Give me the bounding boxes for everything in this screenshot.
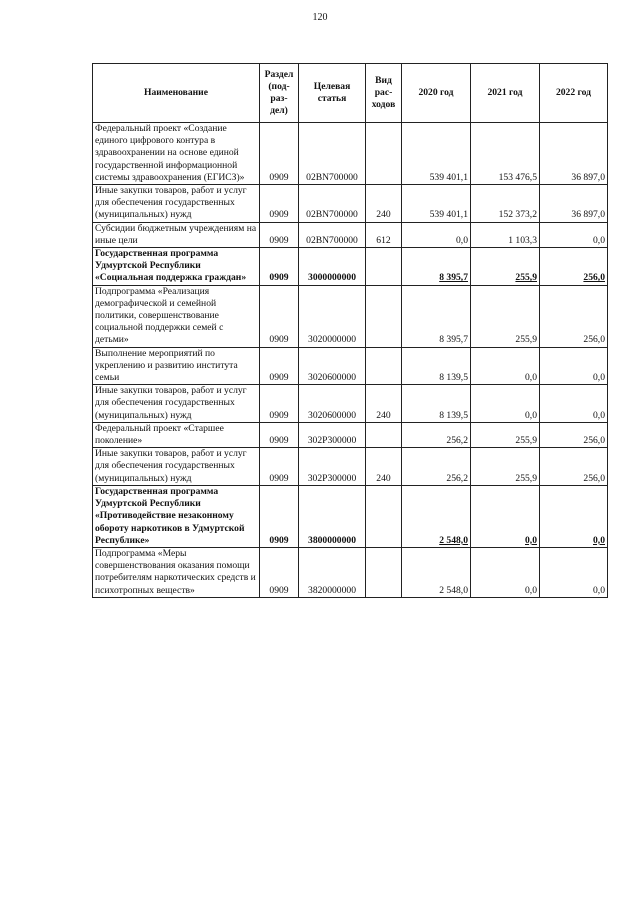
cell-2021: 255,9 [471, 285, 540, 347]
cell-name: Субсидии бюджетным учреждениям на иные цели [93, 222, 260, 247]
cell-2022: 256,0 [540, 448, 608, 486]
cell-2021: 255,9 [471, 248, 540, 286]
table-row [93, 448, 608, 486]
cell-section: 0909 [260, 385, 299, 423]
cell-2021: 152 373,2 [471, 185, 540, 223]
cell-name: Федеральный проект «Старшее поколение» [93, 422, 260, 447]
cell-expense-type [366, 422, 402, 447]
cell-2021: 0,0 [471, 347, 540, 385]
cell-target: 302P300000 [299, 448, 366, 486]
cell-2022: 0,0 [540, 222, 608, 247]
cell-2020: 256,2 [402, 448, 471, 486]
cell-target: 3020600000 [299, 385, 366, 423]
cell-2021: 153 476,5 [471, 123, 540, 185]
cell-target: 3800000000 [299, 485, 366, 547]
table-row [93, 123, 608, 185]
cell-2020: 8 139,5 [402, 347, 471, 385]
cell-expense-type [366, 485, 402, 547]
header-expense-type: Вид рас-ходов [366, 64, 402, 123]
cell-expense-type [366, 285, 402, 347]
cell-expense-type [366, 123, 402, 185]
cell-target: 3820000000 [299, 547, 366, 597]
cell-section: 0909 [260, 285, 299, 347]
cell-2020: 539 401,1 [402, 123, 471, 185]
cell-2022: 0,0 [540, 485, 608, 547]
cell-2021: 0,0 [471, 385, 540, 423]
cell-2020: 256,2 [402, 422, 471, 447]
header-name: Наименование [93, 64, 260, 123]
cell-expense-type: 240 [366, 448, 402, 486]
cell-2020: 8 139,5 [402, 385, 471, 423]
cell-2020: 8 395,7 [402, 285, 471, 347]
cell-expense-type: 240 [366, 385, 402, 423]
budget-table [92, 63, 608, 598]
header-section: Раздел (под-раз-дел) [260, 64, 299, 123]
table-row [93, 347, 608, 385]
cell-2020: 0,0 [402, 222, 471, 247]
cell-section: 0909 [260, 422, 299, 447]
table-row [93, 222, 608, 247]
cell-2020: 8 395,7 [402, 248, 471, 286]
cell-section: 0909 [260, 347, 299, 385]
cell-2020: 2 548,0 [402, 547, 471, 597]
header-2022: 2022 год [540, 64, 608, 123]
cell-2022: 0,0 [540, 547, 608, 597]
cell-name: Выполнение мероприятий по укреплению и развитию института семьи [93, 347, 260, 385]
cell-target: 3020600000 [299, 347, 366, 385]
cell-2021: 255,9 [471, 422, 540, 447]
cell-target: 02BN700000 [299, 123, 366, 185]
cell-2022: 36 897,0 [540, 185, 608, 223]
page-number: 120 [312, 12, 328, 23]
table-row [93, 385, 608, 423]
cell-2021: 0,0 [471, 547, 540, 597]
cell-expense-type: 612 [366, 222, 402, 247]
cell-2021: 255,9 [471, 448, 540, 486]
cell-name: Федеральный проект «Создание единого цифрового контура в здравоохранении на основе единой государственной информационной системы здравоохранения (ЕГИСЗ)» [93, 123, 260, 185]
cell-name: Подпрограмма «Меры совершенствования оказания помощи потребителям наркотических средств и психотропных веществ» [93, 547, 260, 597]
cell-2020: 2 548,0 [402, 485, 471, 547]
cell-target: 02BN700000 [299, 222, 366, 247]
cell-section: 0909 [260, 123, 299, 185]
cell-name: Государственная программа Удмуртской Республики «Противодействие незаконному обороту наркотиков в Удмуртской Республике» [93, 485, 260, 547]
cell-expense-type: 240 [366, 185, 402, 223]
cell-2022: 0,0 [540, 385, 608, 423]
table-body [93, 123, 608, 598]
cell-expense-type [366, 547, 402, 597]
cell-2020: 539 401,1 [402, 185, 471, 223]
cell-2022: 256,0 [540, 248, 608, 286]
cell-target: 02BN700000 [299, 185, 366, 223]
cell-section: 0909 [260, 185, 299, 223]
table-row [93, 422, 608, 447]
cell-expense-type [366, 347, 402, 385]
cell-2022: 256,0 [540, 285, 608, 347]
cell-expense-type [366, 248, 402, 286]
cell-2022: 36 897,0 [540, 123, 608, 185]
cell-name: Подпрограмма «Реализация демографической и семейной политики, совершенствование социальной поддержки семей с детьми» [93, 285, 260, 347]
cell-2021: 0,0 [471, 485, 540, 547]
cell-2022: 0,0 [540, 347, 608, 385]
table-header-row [93, 64, 608, 123]
cell-name: Иные закупки товаров, работ и услуг для обеспечения государственных (муниципальных) нужд [93, 385, 260, 423]
cell-section: 0909 [260, 448, 299, 486]
cell-section: 0909 [260, 485, 299, 547]
cell-target: 3000000000 [299, 248, 366, 286]
cell-target: 302P300000 [299, 422, 366, 447]
cell-2021: 1 103,3 [471, 222, 540, 247]
cell-section: 0909 [260, 248, 299, 286]
table-row [93, 485, 608, 547]
cell-target: 3020000000 [299, 285, 366, 347]
cell-name: Государственная программа Удмуртской Республики «Социальная поддержка граждан» [93, 248, 260, 286]
cell-section: 0909 [260, 547, 299, 597]
header-target: Целевая статья [299, 64, 366, 123]
table-row [93, 547, 608, 597]
table-row [93, 185, 608, 223]
cell-name: Иные закупки товаров, работ и услуг для обеспечения государственных (муниципальных) нужд [93, 448, 260, 486]
header-2021: 2021 год [471, 64, 540, 123]
cell-section: 0909 [260, 222, 299, 247]
header-2020: 2020 год [402, 64, 471, 123]
cell-2022: 256,0 [540, 422, 608, 447]
table-row [93, 248, 608, 286]
table-row [93, 285, 608, 347]
cell-name: Иные закупки товаров, работ и услуг для обеспечения государственных (муниципальных) нужд [93, 185, 260, 223]
